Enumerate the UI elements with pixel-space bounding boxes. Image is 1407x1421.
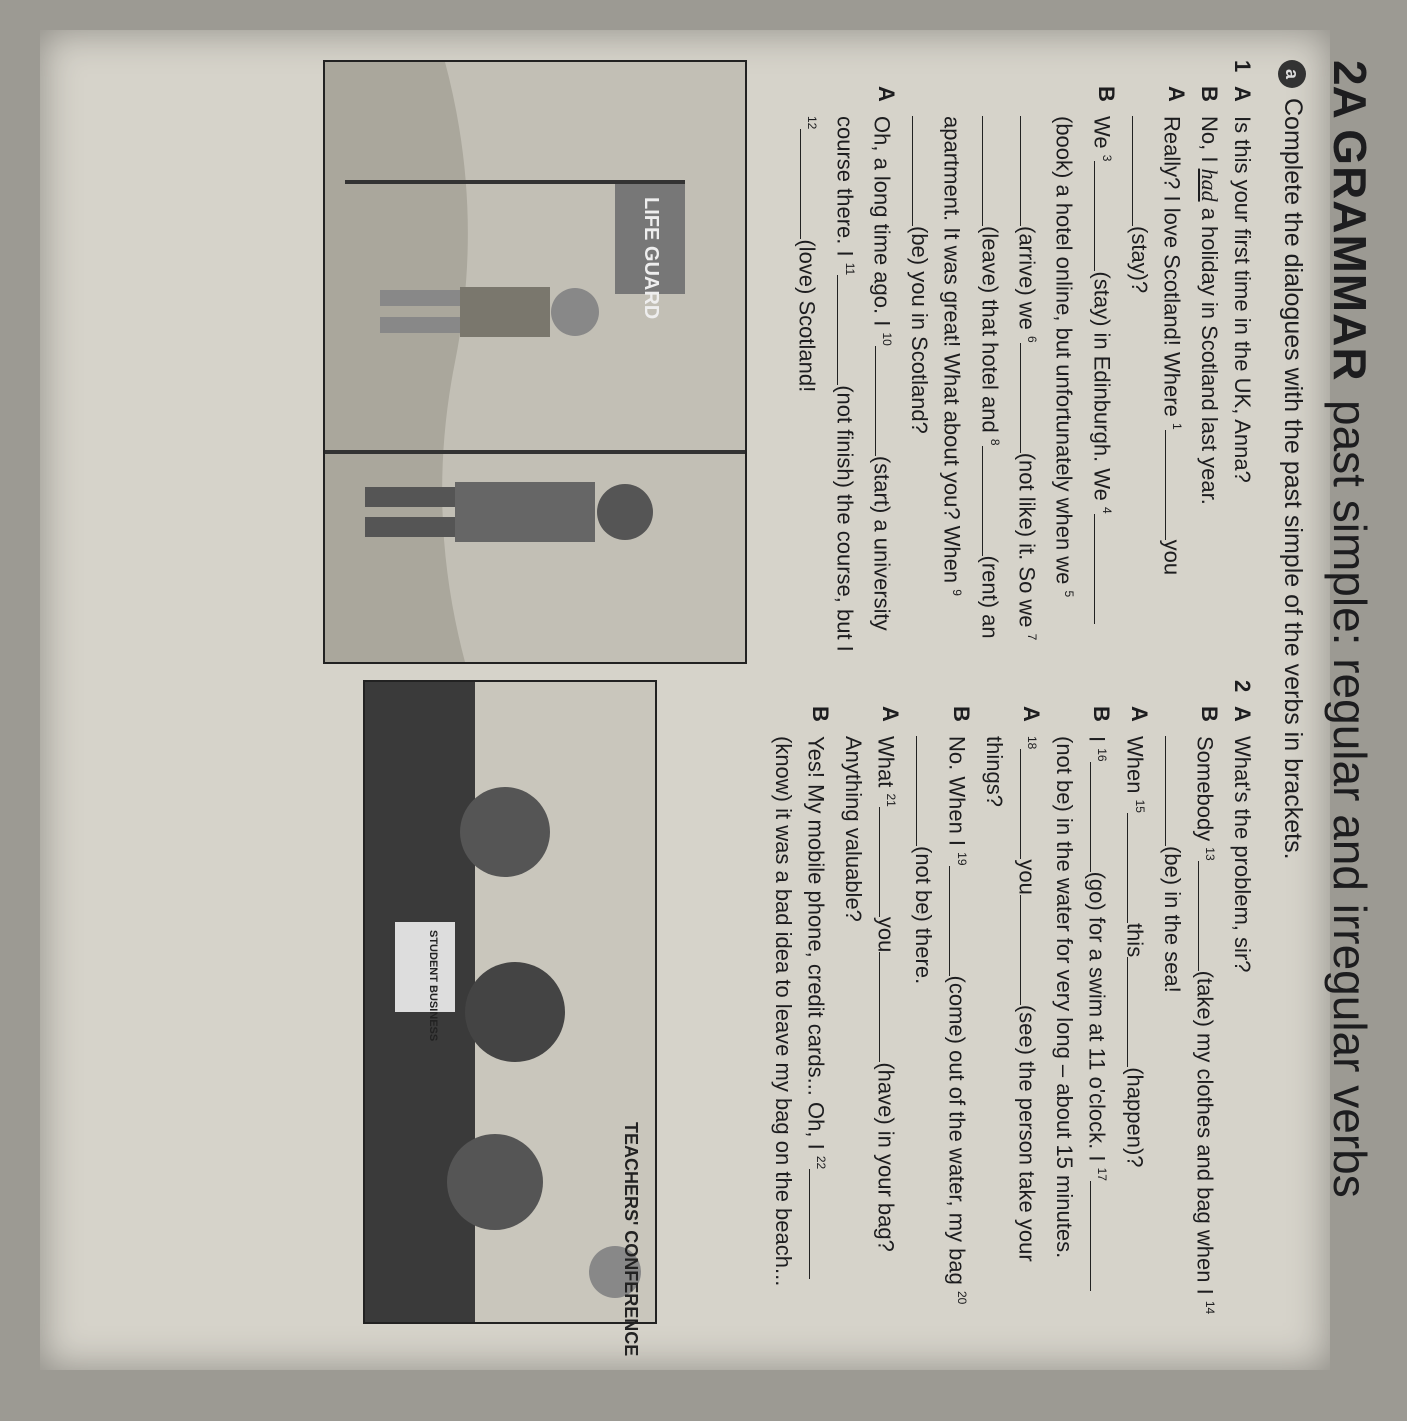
text-fragment: you (874, 916, 900, 953)
text-fragment: (take) my clothes and bag when I (1192, 970, 1218, 1301)
line-text (1156, 736, 1226, 1320)
answer-blank[interactable] (982, 446, 1001, 556)
dialogue-line (903, 60, 1123, 660)
answer-blank[interactable] (1127, 813, 1146, 923)
answer-blank[interactable] (1020, 895, 1039, 1005)
gap-number: 7 (1025, 633, 1040, 641)
speaker-label: A (878, 706, 904, 722)
speaker-label: A (1164, 86, 1189, 102)
text-fragment: Really? I love Scotland! Where (1159, 116, 1185, 423)
speaker-label: A (1126, 706, 1152, 722)
text-fragment: you (1159, 539, 1185, 576)
text-fragment: (be) you in Scotland? (907, 226, 933, 434)
dialogue-line (907, 680, 977, 1320)
dialogue-number (903, 60, 1123, 86)
text-fragment: (be) in the sea! (1159, 846, 1185, 993)
dialogue-number (978, 680, 1048, 706)
dialogue-line (1156, 680, 1226, 1320)
speaker-label: B (808, 706, 834, 722)
dialogue-line (1123, 60, 1193, 660)
dialogue-line (791, 60, 903, 660)
text-fragment: What's the problem, sir? (1230, 736, 1255, 973)
gap-number: 8 (987, 438, 1002, 446)
speaker-label: A (1019, 706, 1045, 722)
text-fragment: (not like) it. So we (1014, 452, 1040, 634)
text-fragment: What (874, 736, 900, 794)
answer-blank[interactable] (1090, 1181, 1109, 1291)
answer-blank[interactable] (875, 346, 894, 456)
gap-number: 18 (1025, 736, 1040, 750)
line-text (1118, 736, 1155, 1320)
text-fragment: (stay) in Edinburgh. We (1089, 271, 1115, 507)
text-fragment: (go) for a swim at 11 o'clock. I (1085, 871, 1111, 1168)
answer-blank[interactable] (1094, 514, 1113, 624)
text-fragment: (come) out of the water, my bag (944, 975, 970, 1291)
text-fragment: Yes! My mobile phone, credit cards... Oh, I (803, 736, 829, 1156)
text-fragment: I (1085, 736, 1111, 749)
gap-number: 4 (1099, 507, 1114, 514)
answer-blank[interactable] (916, 736, 935, 846)
text-fragment: No, I (1197, 116, 1222, 169)
dialogue-2 (767, 680, 1259, 1320)
line-text (1226, 116, 1259, 660)
gap-number: 12 (805, 116, 820, 130)
answer-blank[interactable] (1132, 116, 1151, 226)
answer-blank[interactable] (809, 1169, 828, 1279)
answer-blank[interactable] (800, 129, 819, 239)
dialogue-number (907, 680, 977, 706)
gap-number: 15 (1132, 799, 1147, 813)
speaker-label: B (1089, 706, 1115, 722)
answer-blank[interactable] (949, 866, 968, 976)
text-fragment: (book) a hotel online, but unfortunately when we (1052, 116, 1078, 591)
line-text (1048, 736, 1118, 1320)
section-code: 2A (1324, 60, 1376, 119)
exercise-badge: a (1279, 60, 1307, 88)
text-fragment: (rent) an apartment. It was great! What about you? When (940, 116, 1003, 639)
dialogue-number: 1 (1230, 60, 1255, 73)
text-fragment: a holiday in Scotland last year. (1197, 201, 1222, 505)
gap-number: 9 (950, 589, 965, 596)
gap-number: 17 (1095, 1167, 1110, 1181)
text-fragment: (start) a university course there. I (832, 116, 895, 631)
speaker-label: B (1093, 86, 1119, 102)
text-fragment: (love) Scotland! (795, 239, 821, 393)
answer-blank[interactable] (1020, 749, 1039, 859)
section-header (1323, 60, 1377, 1198)
text-fragment: (see) the person take your things? (981, 736, 1040, 1262)
line-text (907, 736, 977, 1320)
worksheet (77, 40, 1377, 1370)
text-fragment: (not be) there. (911, 846, 937, 985)
dialogue-number (1156, 680, 1226, 706)
dialogue-number (1193, 60, 1226, 86)
rotated-content (40, 30, 1407, 1421)
speaker-label: A (874, 86, 900, 102)
answer-blank[interactable] (1094, 161, 1113, 271)
answer-blank[interactable] (1020, 116, 1039, 226)
instruction-text: Complete the dialogues with the past simple of the verbs in brackets. (1279, 98, 1307, 860)
lifeguard-illustration (323, 60, 747, 664)
answer-blank[interactable] (1127, 957, 1146, 1067)
section-title: past simple: regular and irregular verbs (1324, 400, 1376, 1198)
line-text (1226, 736, 1259, 1320)
speaker-label: A (1230, 706, 1255, 722)
text-fragment: No. When I (944, 736, 970, 853)
text-fragment: you (1014, 859, 1040, 895)
dialogue-line (1118, 680, 1155, 1320)
text-fragment: Is this your first time in the UK, Anna? (1230, 116, 1255, 483)
dialogue-number (767, 680, 837, 706)
speaker-label: B (1197, 706, 1222, 722)
dialogue-line (1226, 60, 1259, 660)
text-fragment: (know) it was a bad idea to leave my bag on the beach... (770, 736, 796, 1287)
line-text (837, 736, 907, 1320)
gap-number: 19 (954, 852, 969, 866)
dialogue-line (1193, 60, 1226, 660)
conference-sign: TEACHERS' CONFERENCE (621, 1122, 641, 1357)
answer-blank[interactable] (1165, 430, 1184, 540)
answer-blank[interactable] (1090, 762, 1109, 872)
gap-number: 14 (1203, 1300, 1217, 1315)
instruction (1278, 60, 1307, 860)
gap-number: 11 (842, 262, 857, 276)
badge-sign: STUDENT BUSINESS (427, 930, 439, 1042)
dialogue-line (978, 680, 1048, 1320)
text-fragment: (have) in your bag? Anything valuable? (841, 736, 900, 1252)
dialogue-number: 2 (1230, 680, 1255, 693)
dialogue-line (1048, 680, 1118, 1320)
dialogue-line (1226, 680, 1259, 1320)
text-fragment: We (1089, 116, 1115, 155)
section-word: GRAMMAR (1324, 129, 1376, 382)
gap-number: 16 (1095, 748, 1110, 762)
dialogue-number (837, 680, 907, 706)
dialogue-line (767, 680, 837, 1320)
gap-number: 5 (1062, 590, 1077, 598)
lifeguard-sign: LIFE GUARD (640, 197, 662, 320)
gap-number: 22 (814, 1155, 829, 1170)
answer-blank[interactable] (982, 116, 1001, 226)
gap-number: 3 (1099, 154, 1114, 162)
text-fragment: (happen)? (1122, 1067, 1148, 1168)
line-text (978, 736, 1048, 1320)
speaker-label: B (1197, 86, 1222, 102)
conference-illustration (363, 680, 657, 1357)
speaker-label: A (1230, 86, 1255, 102)
dialogue-line (837, 680, 907, 1320)
answer-blank[interactable] (879, 952, 898, 1062)
answer-blank[interactable] (1165, 736, 1184, 846)
answer-blank[interactable] (1020, 343, 1039, 453)
dialogue-number (1118, 680, 1155, 706)
text-fragment: (leave) that hotel and (977, 226, 1003, 439)
gap-number: 20 (954, 1291, 969, 1305)
text-fragment: (not be) in the water for very long – about 15 minutes. (1052, 736, 1078, 1259)
gap-number: 1 (1170, 422, 1184, 430)
text-fragment: When (1122, 736, 1148, 800)
line-text (903, 116, 1123, 660)
line-text (767, 736, 837, 1320)
gap-number: 6 (1025, 336, 1040, 343)
gap-number: 13 (1203, 847, 1217, 861)
workbook-page (40, 30, 1376, 1370)
text-fragment: (not finish) the course, but I (832, 385, 858, 652)
answer-blank[interactable] (837, 275, 856, 385)
answer-blank[interactable] (1198, 861, 1217, 971)
dialogue-number (1048, 680, 1118, 706)
dialogue-1 (791, 60, 1259, 660)
dialogue-number (1123, 60, 1193, 86)
text-fragment: had (1197, 168, 1222, 202)
dialogue-number (791, 60, 903, 86)
gap-number: 21 (884, 793, 899, 807)
text-fragment: (arrive) we (1014, 226, 1040, 337)
gap-number: 10 (880, 332, 895, 346)
text-fragment: (stay)? (1126, 226, 1152, 294)
text-fragment: Somebody (1192, 736, 1218, 848)
text-fragment: this (1122, 922, 1148, 958)
text-fragment: Oh, a long time ago. I (869, 116, 895, 333)
line-text (1193, 116, 1226, 660)
line-text (1123, 116, 1193, 660)
line-text (791, 116, 903, 660)
answer-blank[interactable] (879, 807, 898, 917)
answer-blank[interactable] (912, 116, 931, 226)
speaker-label: B (948, 706, 974, 722)
